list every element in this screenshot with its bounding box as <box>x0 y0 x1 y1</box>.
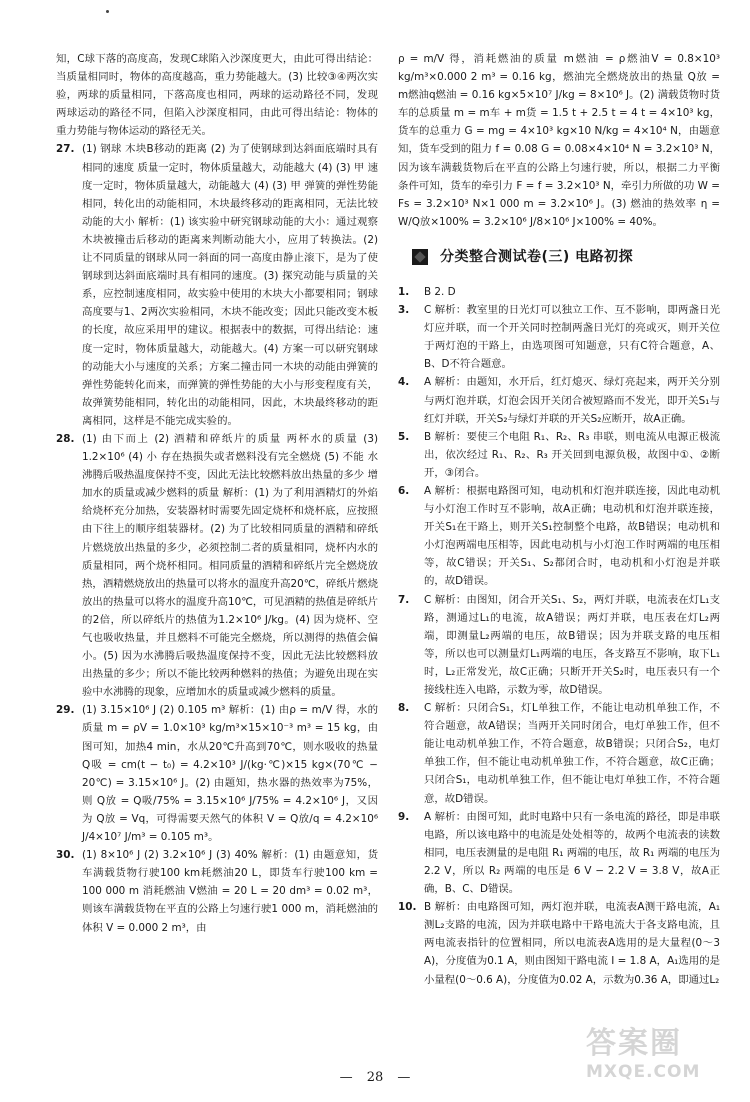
section-title: 分类整合测试卷(三) 电路初探 <box>440 248 634 265</box>
question-number: 27. <box>56 143 75 156</box>
watermark-logo <box>586 1018 736 1088</box>
question-number: 7. <box>398 593 410 606</box>
answer-text: (1) 由下而上 (2) 酒精和碎纸片的质量 两杯水的质量 (3) 1.2×10⁶ (4) 小 存在热损失或者燃料没有完全燃烧 (5) 不能 水沸腾后吸热温度保持不变，因此无法比较燃料放出热量的多少 增加水的质量或减少燃料的质量 解析：(1) 为了利用酒精灯的外焰给烧杯充分加热，安装器材时需要先固定烧杯和烧杯底，应按照由下往上的顺序组装器材。(2) 为了比较相同质量的酒精和碎纸片燃烧放出热量的多少，必须控制二者的质量相同，烧杯内水的质量相同，两个烧杯相同。相同质量的酒精和碎纸片完全燃烧放热，酒精燃烧放出的热量可以将水的温度升高20℃，碎纸片燃烧放出的热量可以将水的温度升高10℃，可见酒精的热值是碎纸片的2倍，所以碎纸片的热值为1.2×10⁶ J/kg。(4) 因为烧杯、空气也吸收热量，并且燃料不可能完全燃烧，所以测得的热值会偏小。(5) 因为水沸腾后吸热温度保持不变，因此无法比较燃料放出热量的多少；所以不能比较两种燃料的热值；为避免出现在实验中水沸腾的现象，应增加水的质量或减少燃料的质量。 <box>82 432 378 699</box>
question-number: 1. <box>398 285 410 298</box>
answer-10 <box>398 898 720 988</box>
answer-9 <box>398 808 720 898</box>
answer-text: A 解析：由题知，水开后，红灯熄灭、绿灯亮起来，两开关分别与两灯泡并联，灯泡会因开关闭合被短路而不发光，即开关S₁与红灯并联，开关S₂与绿灯并联的开关S₂应断开，故A正确。 <box>424 376 720 425</box>
answer-30 <box>56 846 378 936</box>
answer-6 <box>398 482 720 591</box>
answer-text: B 2. D <box>424 285 456 298</box>
left-continuation: 知，C球下落的高度高，发现C球陷入沙深度更大，由此可得出结论：当质量相同时，物体的高度越高，重力势能越大。(3) 比较③④两次实验，两球的质量相同，下落高度也相同，两球的运动路径不同，发现两球运动的路径不同，但陷入沙深度相同，由此可得出结论：物体的重力势能与物体运动的路径无关。 <box>56 53 378 138</box>
right-column <box>398 50 720 989</box>
question-number: 30. <box>56 849 75 862</box>
question-number: 5. <box>398 430 410 443</box>
question-number: 28. <box>56 432 75 445</box>
answer-text: A 解析：根据电路图可知，电动机和灯泡并联连接，因此电动机与小灯泡工作时互不影响，故A正确；电动机和灯泡并联连接，开关S₁在干路上，则开关S₁控制整个电路，故B错误；电动机和小灯泡两端电压相等，因此电动机与小灯泡工作时两端的电压相等，故C错误；开关S₁、S₂都闭合时，电动机和小灯泡是并联的，故D错误。 <box>424 484 720 588</box>
question-number: 8. <box>398 702 410 715</box>
question-number: 9. <box>398 810 410 823</box>
answer-29 <box>56 701 378 846</box>
answer-text: (1) 3.15×10⁶ J (2) 0.105 m³ 解析：(1) 由ρ = m/V 得，水的质量 m = ρV = 1.0×10³ kg/m³×15×10⁻³ m³ = 15 kg，由图可知，加热4 min，水从20℃升高到70℃，则水吸收的热量 Q吸 = cm(t − t₀) = 4.2×10³ J/(kg·℃)×15 kg×(70℃ − 20℃) = 3.15×10⁶ J。(2) 由题知，热水器的热效率为75%，则 Q放 = Q吸/75% = 3.15×10⁶ J/75% = 4.2×10⁶ J，又因为 Q放 = Vq，可得需要天然气的体积 V = Q放/q = 4.2×10⁶ J/4×10⁷ J/m³ = 0.105 m³。 <box>82 704 378 844</box>
answer-text: C 解析：由图知，闭合开关S₁、S₂，两灯并联，电流表在灯L₁支路，测通过L₁的电流，故A错误；两灯并联，电压表在灯L₂两端，即测量L₂两端的电压，故B错误；因为并联支路的电压相等，所以也可以测量灯L₁两端的电压，各支路互不影响，取下L₁时，L₂正常发光，故C正确；只断开开关S₂时，电压表只有一个接线柱连入电路，示数为零，故D错误。 <box>424 593 720 696</box>
answer-text: (1) 8×10⁶ J (2) 3.2×10⁶ J (3) 40% 解析：(1) 由题意知，货车满载货物行驶100 km耗燃油20 L，即货车行驶100 km = 100 000 m 消耗燃油 V燃油 = 20 L = 20 dm³ = 0.02 m³，则该车满载货物在平直的公路上匀速行驶1 000 m，消耗燃油的体积 V = 0.000 2 m³，由 <box>82 849 378 934</box>
page-number-value: 28 <box>366 1070 384 1085</box>
watermark-logo-text: 答案圈 <box>586 1026 682 1061</box>
watermark-url: MXQE.COM <box>586 1062 701 1082</box>
answer-7 <box>398 591 720 700</box>
answer-text: C 解析：教室里的日光灯可以独立工作、互不影响，即两盏日光灯应并联，而一个开关同时控制两盏日光灯的亮或灭，则开关位于两灯泡的干路上，由选项图可知题意，只有C符合题意，A、B、D不符合题意。 <box>424 304 720 371</box>
answer-text: A 解析：由图可知，此时电路中只有一条电流的路径，即是串联电路，所以该电路中的电流是处处相等的，故两个电流表的读数相同，电压表测量的是电阻 R₁ 两端的电压，故 R₁ 两端的电压为 2.2 V，所以 R₂ 两端的电压是 6 V − 2.2 V = 3.8 V，故A正确，B、C、D错误。 <box>424 810 720 896</box>
question-number: 29. <box>56 704 75 717</box>
section-header <box>412 245 720 269</box>
answer-text: C 解析：只闭合S₁，灯L单独工作，不能让电动机单独工作，不符合题意，故A错误；当两开关同时闭合，电灯单独工作，但不能让电动机单独工作，不符合题意，故B错误；只闭合S₂，电灯单独工作，但不能让电动机单独工作，不符合题意，故C正确；只闭合S₁，电动机单独工作，但不能让电灯单独工作，不符合题意，故D错误。 <box>424 702 720 805</box>
question-number: 6. <box>398 484 410 497</box>
answer-5 <box>398 428 720 482</box>
question-number: 10. <box>398 901 417 914</box>
page-mark <box>106 10 109 13</box>
answer-3 <box>398 301 720 373</box>
answer-4 <box>398 373 720 427</box>
answer-text: B 解析：要使三个电阻 R₁、R₂、R₃ 串联，则电流从电源正极流出，依次经过 R₁、R₂、R₃ 开关回到电源负极，故图中①、②断开，③闭合。 <box>424 430 720 479</box>
answer-text: B 解析：由电路图可知，两灯泡并联，电流表A测干路电流，A₁测L₂支路的电流，因为并联电路中干路电流大于各支路电流，且两电流表指针的位置相同，所以电流表A选用的是大量程(0～3 A)，分度值为0.1 A，则由图知干路电流 I = 1.8 A，A₁选用的是小量程(0～0.6 A)，分度值为0.02 A，示数为0.36 A，即通过L₂ <box>424 901 720 986</box>
page-number: — 28 — <box>339 1070 411 1085</box>
answer-1-2 <box>398 283 720 301</box>
answer-8 <box>398 699 720 808</box>
question-number: 4. <box>398 376 410 389</box>
question-number: 3. <box>398 304 410 317</box>
answer-28 <box>56 430 378 701</box>
answer-27 <box>56 140 378 430</box>
left-column <box>56 50 378 937</box>
right-continuation: ρ = m/V 得，消耗燃油的质量 m燃油 = ρ燃油V = 0.8×10³ kg/m³×0.000 2 m³ = 0.16 kg，燃油完全燃烧放出的热量 Q放 = m燃油q燃油 = 0.16 kg×5×10⁷ J/kg = 8×10⁶ J。(2) 满载货物时货车的总质量 m = m车 + m货 = 1.5 t + 2.5 t = 4 t = 4×10³ kg，货车的总重力 G = mg = 4×10³ kg×10 N/kg = 4×10⁴ N，由题意知，货车受到的阻力 f = 0.08 G = 0.08×4×10⁴ N = 3.2×10³ N，因为该车满载货物后在平直的公路上匀速行驶，所以，根据二力平衡条件可知，货车的牵引力 F = f = 3.2×10³ N，牵引力所做的功 W = Fs = 3.2×10³ N×1 000 m = 3.2×10⁶ J。(3) 燃油的热效率 η = W/Q放×100% = 3.2×10⁶ J/8×10⁶ J×100% = 40%。 <box>398 53 720 228</box>
answer-text: (1) 钢球 木块B移动的距离 (2) 为了使钢球到达斜面底端时具有相同的速度 质量一定时，物体质量越大，动能越大 (4) (3) 甲 速度一定时，物体质量越大，动能越大 (4) (3) 甲 弹簧的弹性势能相同，转化出的动能相同，木块最终移动的距离相同，无法比较动能的大小 解析：(1) 该实验中研究钢球动能的大小：通过观察木块被撞击后移动的距离来判断动能大小，应用了转换法。(2) 让不同质量的钢球从同一斜面的同一高度由静止滚下，是为了使钢球到达斜面底端时具有相同的速度。(3) 探究动能与质量的关系，应控制速度相同，故实验中使用的木块大小都要相同；钢球高度要与1、2两次实验相同，木块不能改变；因此只能改变木板的长度，故应采用甲的建议。根据表中的数据，可得出结论：速度一定时，物体质量越大，动能越大。(4) 方案一可以研究钢球的动能大小与速度的关系；方案二撞击同一木块的动能由弹簧的弹性势能转化而来，而弹簧的弹性势能的大小与形变程度有关，故弹簧势能相同，转化出的动能相同，因此，木块最终移动的距离相同，这样是不能完成实验的。 <box>82 143 378 427</box>
section-square-icon <box>412 249 428 265</box>
